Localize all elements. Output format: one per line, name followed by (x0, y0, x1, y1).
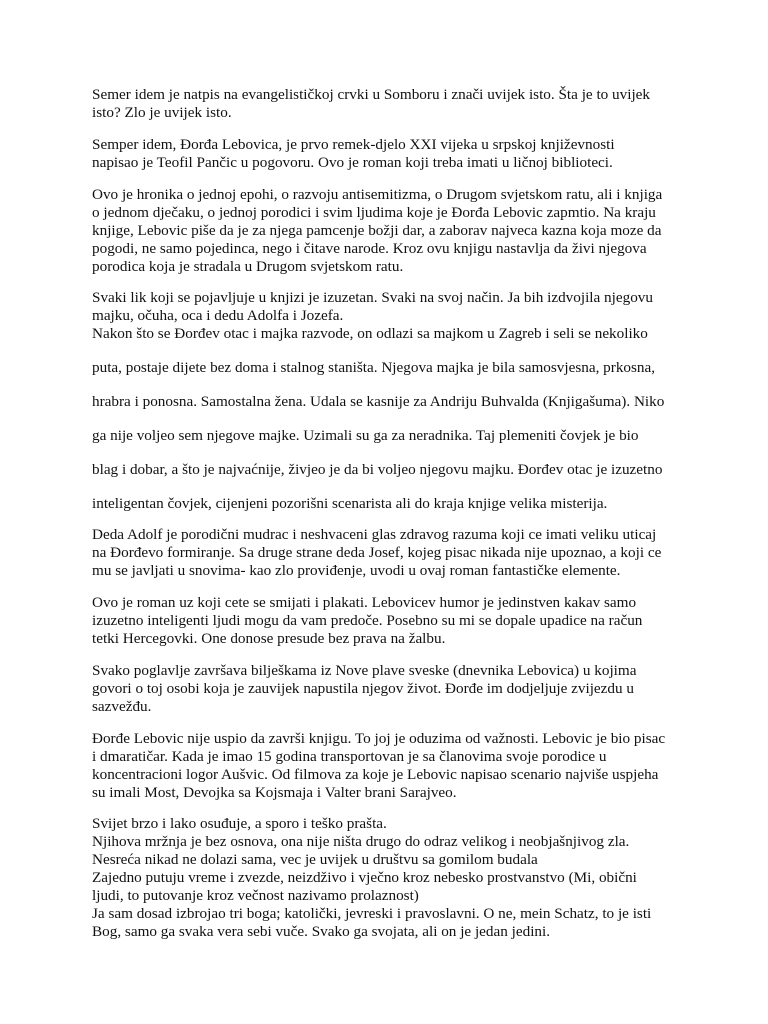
text-line: isto? Zlo je uvijek isto. (92, 104, 232, 121)
text-line: Semer idem je natpis na evangelističkoj crvki u Somboru i znači uvijek isto. Šta je to uvijek (92, 86, 651, 103)
text-line: o jednom dječaku, o jednoj porodici i svim ljudima koje je Đorđa Lebovic zapmtio. Na kraju (92, 204, 656, 221)
text-line: Svako poglavlje završava bilješkama iz Nove plave sveske (dnevnika Lebovica) u kojima (92, 662, 637, 679)
text-line: napisao je Teofil Pančic u pogovoru. Ovo je roman koji treba imati u ličnoj biblioteci. (92, 154, 613, 171)
text-line: i dmaratičar. Kada je imao 15 godina transportovan je sa članovima svoje porodice u (92, 748, 607, 765)
text-line: na Đorđevo formiranje. Sa druge strane deda Josef, kojeg pisac nikada nije upoznao, a koji ce (92, 544, 662, 561)
text-line: Deda Adolf je porodični mudrac i neshvaceni glas zdravog razuma koji ce imati veliku uticaj (92, 526, 657, 543)
text-line: koncentracioni logor Aušvic. Od filmova za koje je Lebovic napisao scenario najviše uspjeha (92, 766, 659, 783)
text-line: Đorđe Lebovic nije uspio da završi knjigu. To joj je oduzima od važnosti. Lebovic je bio pisac (92, 730, 666, 747)
text-line: Ovo je roman uz koji cete se smijati i plakati. Lebovicev humor je jedinstven kakav samo (92, 594, 637, 611)
text-line: ljudi, to putovanje kroz večnost nazivamo prolaznost) (92, 887, 419, 904)
text-line: ga nije voljeo sem njegove majke. Uzimali su ga za neradnika. Taj plemeniti čovjek je bio (92, 427, 639, 444)
text-line: tetki Hercegovki. One donose presude bez prava na žalbu. (92, 630, 446, 647)
text-line: Semper idem, Đorđa Lebovica, je prvo remek-djelo XXI vijeka u srpskoj književnosti (92, 136, 615, 153)
text-line: izuzetno inteligenti ljudi mogu da vam predoče. Posebno su mi se dopale upadice na račun (92, 612, 643, 629)
text-line: Svaki lik koji se pojavljuje u knjizi je izuzetan. Svaki na svoj način. Ja bih izdvojila njegovu (92, 289, 653, 306)
text-line: su imali Most, Devojka sa Kojsmaja i Valter brani Sarajveo. (92, 784, 457, 801)
text-line: hrabra i ponosna. Samostalna žena. Udala se kasnije za Andriju Buhvalda (Knjigašuma). Niko (92, 393, 665, 410)
text-line: Njihova mržnja je bez osnova, ona nije ništa drugo do odraz velikog i neobjašnjivog zla. (92, 833, 630, 850)
text-line: blag i dobar, a što je najvaćnije, živjeo je da bi voljeo njegovu majku. Đorđev otac je izuzetno (92, 461, 663, 478)
text-line: knjige, Lebovic piše da je za njega pamcenje božji dar, a zaborav najveca kazna koja moze da (92, 222, 662, 239)
text-line: Nakon što se Đorđev otac i majka razvode, on odlazi sa majkom u Zagreb i seli se nekoliko (92, 325, 648, 342)
text-line: mu se javljati u snovima- kao zlo proviđenje, uvodi u ovaj roman fantastičke elemente. (92, 562, 621, 579)
text-line: Zajedno putuju vreme i zvezde, neizdživo i vječno kroz nebesko prostvanstvo (Mi, obični (92, 869, 637, 886)
text-line: puta, postaje dijete bez doma i stalnog staništa. Njegova majka je bila samosvjesna, prkosna, (92, 359, 656, 376)
text-line: Ja sam dosad izbrojao tri boga; katolički, jevreski i pravoslavni. O ne, mein Schatz, to je isti (92, 905, 652, 922)
text-line: Bog, samo ga svaka vera sebi vuče. Svako ga svojata, ali on je jedan jedini. (92, 923, 551, 940)
text-line: Ovo je hronika o jednoj epohi, o razvoju antisemitizma, o Drugom svjetskom ratu, ali i knjiga (92, 186, 663, 203)
text-line: govori o toj osobi koja je zauvijek napustila njegov život. Đorđe im dodjeljuje zvijezdu u (92, 680, 634, 697)
text-line: pogodi, ne samo pojedinca, nego i čitave narode. Kroz ovu knjigu nastavlja da živi njegova (92, 240, 647, 257)
text-line: inteligentan čovjek, cijenjeni pozorišni scenarista ali do kraja knjige velika misterija. (92, 495, 608, 512)
text-line: Svijet brzo i lako osuđuje, a sporo i teško prašta. (92, 815, 387, 832)
text-line: majku, očuha, oca i dedu Adolfa i Jozefa. (92, 307, 344, 324)
text-line: sazvežđu. (92, 698, 152, 715)
text-line: porodica koja je stradala u Drugom svjetskom ratu. (92, 258, 404, 275)
text-line: Nesreća nikad ne dolazi sama, vec je uvijek u društvu sa gomilom budala (92, 851, 538, 868)
